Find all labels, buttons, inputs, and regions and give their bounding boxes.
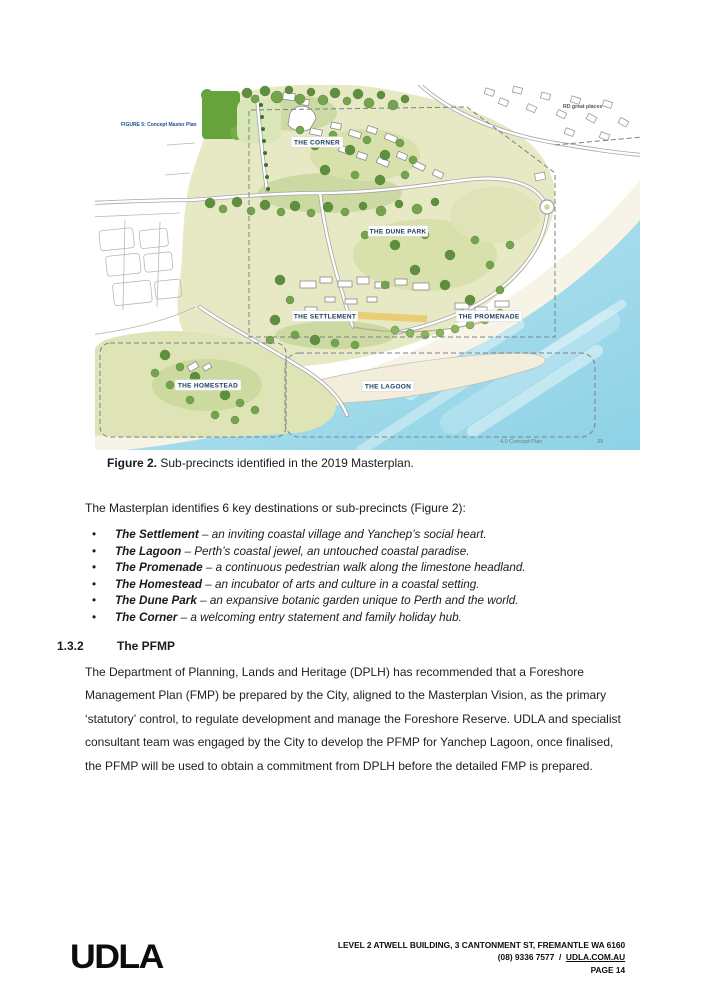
figure-caption [107,456,414,470]
list-item [90,577,610,594]
precinct-name: The Promenade [115,561,203,575]
precinct-desc: – an expansive botanic garden unique to Perth and the world. [196,594,519,608]
map-figure-label: FIGURE 5: Concept Master Plan [121,122,197,128]
intro-paragraph: The Masterplan identifies 6 key destinations or sub-precincts (Figure 2): [85,501,466,515]
figure-caption-text: Sub-precincts identified in the 2019 Masterplan. [157,456,414,470]
bullet-marker: • [92,610,97,624]
bullet-marker: • [92,528,97,541]
map-plan-footer-left: 4.0 Concept Plan [500,439,543,445]
footer-phone-line [338,951,625,963]
map-roundabout [540,200,554,214]
pfmp-paragraph: The Department of Planning, Lands and Heritage (DPLH) has recommended that a Foreshore Management Plan (FMP) be prepared by the City, aligned to the Masterplan Vision, as the primary ‘statutory’ control, to regulate development and manage the Foreshore Reserve. UDLA and specialist consultant team was engaged by the City to develop the PFMP for Yanchep Lagoon, once finalised, the PFMP will be used to obtain a commitment from DPLH before the detailed FMP is prepared. [85,665,621,773]
map-brand-logo: RD great places [563,104,603,110]
svg-text:THE DUNE PARK: THE DUNE PARK [369,228,427,236]
map-label-the-corner [291,137,343,148]
svg-text:THE CORNER: THE CORNER [294,139,340,147]
footer-address: LEVEL 2 ATWELL BUILDING, 3 CANTONMENT ST, FREMANTLE WA 6160 [337,940,625,950]
bullet-marker: • [92,561,97,575]
precinct-name: The Homestead [115,577,203,591]
map-label-the-lagoon [362,381,414,392]
precinct-name: The Corner [115,610,178,624]
bullet-marker: • [92,594,97,608]
footer-separator: / [554,952,566,963]
figure-caption-label: Figure 2. [107,456,158,470]
concept-masterplan-map [95,85,640,450]
list-item [90,593,610,610]
precinct-desc: – Perth’s coastal jewel, an untouched coastal paradise. [181,544,470,558]
list-item [90,560,610,577]
list-item [90,527,610,544]
precinct-name: The Lagoon [115,544,182,558]
footer-website-link[interactable]: UDLA.COM.AU [565,952,625,963]
svg-text:THE HOMESTEAD: THE HOMESTEAD [177,382,239,390]
map-label-the-homestead [175,380,241,391]
footer-contact-block [338,939,625,976]
section-number: 1.3.2 [57,639,84,653]
precinct-desc: – a welcoming entry statement and family holiday hub. [177,610,462,624]
svg-text:THE PROMENADE: THE PROMENADE [458,313,520,321]
sub-precincts-list [90,527,610,627]
footer-phone: (08) 9336 7577 [497,952,555,963]
section-title: The PFMP [117,639,176,653]
map-label-the-settlement [292,311,358,322]
map-label-the-promenade [456,311,522,322]
footer-page-number: PAGE 14 [590,964,625,975]
precinct-desc: – an inviting coastal village and Yanchep’s social heart. [198,528,487,541]
udla-logo: UDLA [70,938,163,976]
svg-text:THE LAGOON: THE LAGOON [364,383,412,391]
map-plan-footer-page: 39 [597,439,604,445]
section-heading [57,639,617,653]
map-label-the-dune-park [368,226,428,237]
bullet-marker: • [92,577,97,591]
bullet-marker: • [92,544,97,558]
precinct-desc: – an incubator of arts and culture in a coastal setting. [202,577,480,591]
precinct-name: The Dune Park [115,594,197,608]
precinct-desc: – a continuous pedestrian walk along the limestone headland. [202,561,526,575]
svg-text:THE SETTLEMENT: THE SETTLEMENT [293,313,357,321]
masterplan-figure-image [95,85,640,450]
list-item [90,544,610,561]
list-item [90,610,610,627]
precinct-name: The Settlement [115,528,199,541]
